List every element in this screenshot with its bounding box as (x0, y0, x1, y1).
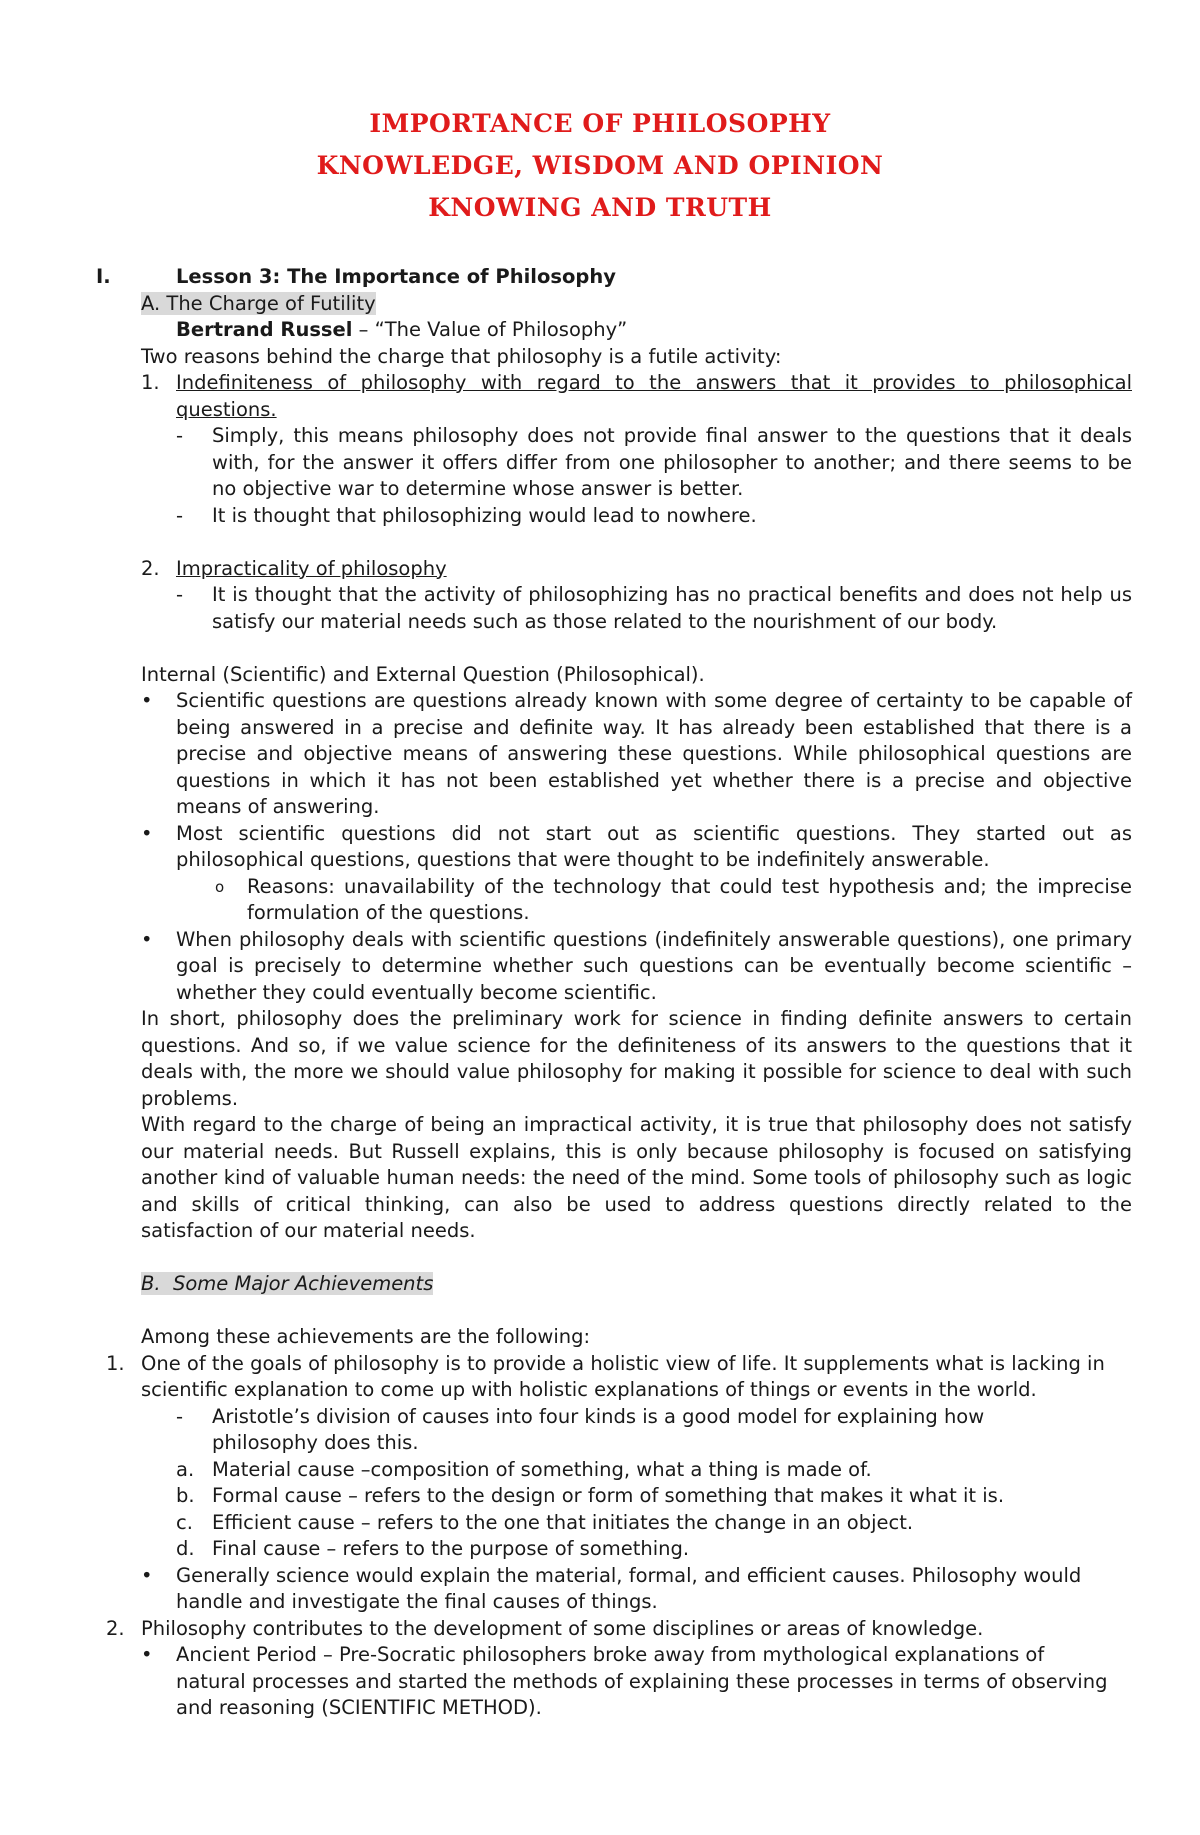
author-name: Bertrand Russel (176, 318, 353, 341)
bullet-marker: • (141, 821, 153, 845)
reason-1 (0, 370, 1132, 423)
sub-bullet-item (0, 874, 1132, 927)
subsection-b-heading (0, 1271, 1132, 1298)
main-title: IMPORTANCE OF PHILOSOPHY (369, 109, 831, 138)
reason-2 (0, 556, 1132, 583)
reason-1-text: Indefiniteness of philosophy with regard to the answers that it provides to philosophical questions. (176, 371, 1132, 421)
dash-item-text: Simply, this means philosophy does not provide final answer to the questions that it deals with, for the answer it offers differ from one philosopher to another; and there seems to be no objective war to determine whose answer is better. (212, 424, 1132, 500)
dash-marker: - (176, 424, 184, 447)
achievement-2 (0, 1616, 1132, 1643)
cause-item (0, 1510, 1132, 1537)
circle-marker: o (215, 877, 225, 896)
bullet-item (0, 1563, 1100, 1616)
cause-text: Final cause – refers to the purpose of something. (212, 1537, 690, 1560)
sub-title: KNOWING AND TRUTH (428, 193, 772, 222)
bullet-text: When philosophy deals with scientific questions (indefinitely answerable questions), one primary goal is precisely to determine whether such questions can be eventually become scientific – whether they could eventually become scientific. (176, 927, 1132, 1004)
sub-title: KNOWLEDGE, WISDOM AND OPINION (316, 151, 884, 180)
bullet-text: Ancient Period – Pre-Socratic philosophers broke away from mythological explanations of natural processes and started the methods of explaining these processes in terms of observing and reasoning (SCIENTIFIC METHOD). (176, 1643, 1108, 1719)
list-number: 2. (106, 1616, 125, 1640)
document-body (0, 264, 1200, 1722)
cause-text: Formal cause – refers to the design or form of something that makes it what it is. (212, 1484, 1005, 1507)
subsection-title: Some Major Achievements (172, 1272, 434, 1295)
bullet-marker: • (141, 927, 153, 951)
internal-external-heading: Internal (Scientific) and External Question (Philosophical). (141, 662, 705, 686)
document-title-block (0, 103, 1200, 229)
bullet-item (0, 821, 1132, 874)
dash-marker: - (176, 503, 184, 527)
cause-letter: d. (176, 1537, 195, 1560)
achievements-intro: Among these achievements are the following: (141, 1325, 591, 1348)
subsection-letter: B. (141, 1272, 161, 1295)
bullet-marker: • (141, 1643, 153, 1666)
sub-bullet-text: Reasons: unavailability of the technology that could test hypothesis and; the imprecise formulation of the questions. (247, 874, 1132, 924)
dash-item-text: It is thought that philosophizing would lead to nowhere. (212, 503, 757, 527)
bullet-item (0, 688, 1132, 821)
subsection-letter: A. (141, 291, 161, 315)
spacer (0, 635, 1200, 662)
dash-item-text: It is thought that the activity of philosophizing has no practical benefits and does not help us satisfy our material needs such as those related to the nourishment of our body. (212, 583, 1132, 633)
bullet-marker: • (141, 1563, 153, 1587)
lesson-title: Lesson 3: The Importance of Philosophy (176, 265, 616, 288)
subsection-title: The Charge of Futility (166, 291, 376, 315)
bullet-marker: • (141, 689, 153, 712)
spacer (0, 529, 1200, 556)
russel-reference (0, 317, 1132, 344)
subsection-a-heading (0, 291, 1132, 318)
cause-item (0, 1536, 1132, 1563)
list-number: 2. (141, 556, 160, 580)
roman-numeral: I. (96, 265, 111, 288)
cause-text: Material cause –composition of something, what a thing is made of. (212, 1457, 872, 1481)
in-short-paragraph: In short, philosophy does the preliminary work for science in finding definite answers to certain questions. And so, if we value science for the definiteness of its answers to the questions that it deals with, the more we should value philosophy for making it possible for science to deal with such problems. (141, 1007, 1132, 1110)
subsection-b-highlight (141, 1272, 433, 1295)
cause-text: Efficient cause – refers to the one that initiates the change in an object. (212, 1510, 914, 1534)
two-reasons-intro: Two reasons behind the charge that philosophy is a futile activity: (141, 344, 782, 368)
dash-item (0, 503, 1132, 530)
lesson-heading (0, 264, 1132, 291)
reason-2-text: Impracticality of philosophy (176, 556, 447, 580)
achievement-1 (0, 1351, 1132, 1404)
cause-item (0, 1483, 1132, 1510)
work-title: – “The Value of Philosophy” (352, 318, 628, 341)
dash-marker: - (176, 583, 184, 606)
dash-item-text: Aristotle’s division of causes into four kinds is a good model for explaining how philosophy does this. (212, 1404, 985, 1454)
dash-item (0, 1404, 1050, 1457)
bullet-item (0, 1642, 1120, 1722)
bullet-text: Generally science would explain the material, formal, and efficient causes. Philosophy would handle and investigate the final causes of things. (176, 1563, 1082, 1613)
cause-letter: a. (176, 1457, 195, 1481)
cause-letter: c. (176, 1510, 193, 1534)
cause-item (0, 1457, 1132, 1484)
bullet-text: Most scientific questions did not start out as scientific questions. They started out as philosophical questions, questions that were thought to be indefinitely answerable. (176, 821, 1132, 871)
cause-letter: b. (176, 1484, 195, 1507)
bullet-item (0, 927, 1132, 1007)
dash-item (0, 582, 1132, 635)
bullet-text: Scientific questions are questions already known with some degree of certainty to be capable of being answered in a precise and definite way. It has already been established that there is a precise and objective means of answering these questions. While philosophical questions are questions in which it has not been established yet whether there is a precise and objective means of answering. (176, 689, 1132, 818)
dash-marker: - (176, 1404, 184, 1428)
subsection-a-highlight (141, 292, 376, 315)
achievement-2-text: Philosophy contributes to the development of some disciplines or areas of knowledge. (141, 1616, 984, 1640)
with-regard-paragraph: With regard to the charge of being an impractical activity, it is true that philosophy does not satisfy our material needs. But Russell explains, this is only because philosophy is focused on satisfying another kind of valuable human needs: the need of the mind. Some tools of philosophy such as logic and skills of critical thinking, can also be used to address questions directly related to the satisfaction of our material needs. (141, 1113, 1132, 1242)
spacer (0, 1245, 1200, 1272)
list-number: 1. (106, 1351, 125, 1375)
dash-item (0, 423, 1132, 503)
achievement-1-text: One of the goals of philosophy is to provide a holistic view of life. It supplements what is lacking in scientific explanation to come up with holistic explanations of things or events in the world. (141, 1351, 1105, 1401)
spacer (0, 1298, 1200, 1325)
list-number: 1. (141, 371, 160, 394)
